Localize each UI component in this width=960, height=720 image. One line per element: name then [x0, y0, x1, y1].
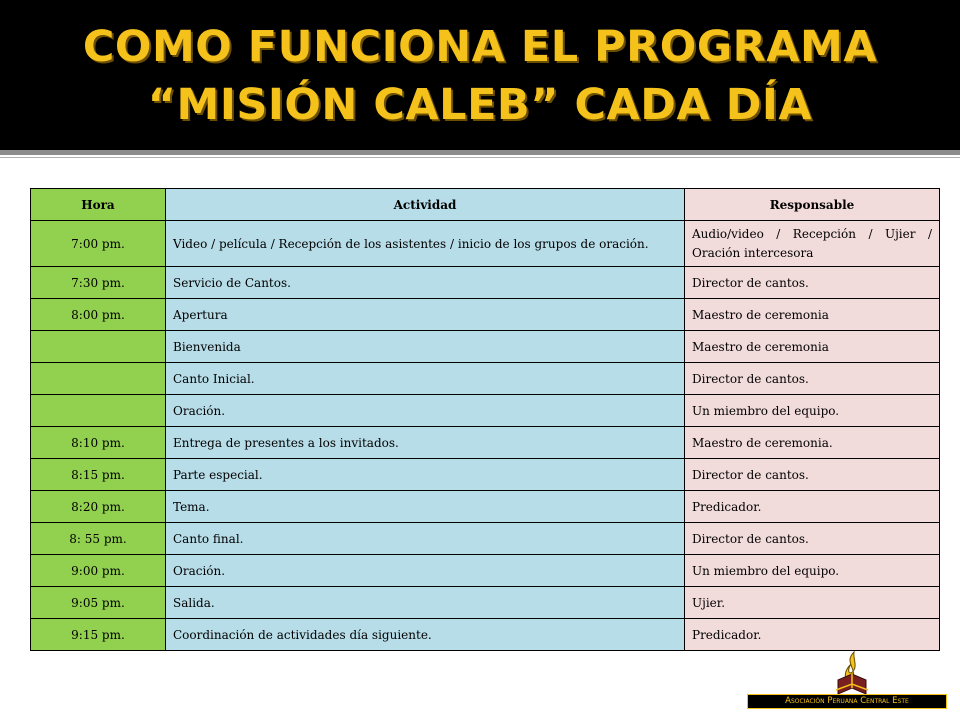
- cell-responsable: Predicador.: [685, 491, 940, 523]
- cell-actividad: Canto final.: [166, 523, 685, 555]
- cell-actividad: Bienvenida: [166, 331, 685, 363]
- table-row: [31, 331, 940, 363]
- header-actividad: Actividad: [166, 189, 685, 221]
- cell-actividad: Video / película / Recepción de los asistentes / inicio de los grupos de oración.: [166, 221, 685, 267]
- cell-responsable: Audio/video / Recepción / Ujier / Oración intercesora: [685, 221, 940, 267]
- schedule-table: [30, 188, 940, 651]
- adventist-flame-logo-icon: [832, 650, 872, 698]
- cell-hora: 7:00 pm.: [31, 221, 166, 267]
- cell-hora: 8:00 pm.: [31, 299, 166, 331]
- cell-actividad: Apertura: [166, 299, 685, 331]
- cell-hora: 9:00 pm.: [31, 555, 166, 587]
- table-row: [31, 221, 940, 267]
- table-row: [31, 619, 940, 651]
- cell-hora: [31, 331, 166, 363]
- cell-actividad: Canto Inicial.: [166, 363, 685, 395]
- cell-responsable: Maestro de ceremonia.: [685, 427, 940, 459]
- cell-actividad: Parte especial.: [166, 459, 685, 491]
- cell-hora: [31, 395, 166, 427]
- organization-label: Asociación Peruana Central Este: [747, 694, 947, 709]
- cell-actividad: Salida.: [166, 587, 685, 619]
- title-divider-thin: [0, 157, 960, 158]
- table-row: [31, 587, 940, 619]
- cell-actividad: Servicio de Cantos.: [166, 267, 685, 299]
- cell-responsable: Director de cantos.: [685, 523, 940, 555]
- cell-responsable: Un miembro del equipo.: [685, 395, 940, 427]
- cell-responsable: Maestro de ceremonia: [685, 299, 940, 331]
- table-row: [31, 427, 940, 459]
- cell-hora: 7:30 pm.: [31, 267, 166, 299]
- header-responsable: Responsable: [685, 189, 940, 221]
- cell-actividad: Tema.: [166, 491, 685, 523]
- table-row: [31, 299, 940, 331]
- cell-responsable: Director de cantos.: [685, 363, 940, 395]
- cell-hora: 8: 55 pm.: [31, 523, 166, 555]
- table-row: [31, 363, 940, 395]
- cell-responsable: Director de cantos.: [685, 267, 940, 299]
- cell-responsable: Ujier.: [685, 587, 940, 619]
- table-row: [31, 555, 940, 587]
- cell-actividad: Oración.: [166, 555, 685, 587]
- page-title-line-1: COMO FUNCIONA EL PROGRAMA: [82, 22, 878, 72]
- header-hora: Hora: [31, 189, 166, 221]
- table-row: [31, 395, 940, 427]
- table-row: [31, 523, 940, 555]
- title-divider: [0, 150, 960, 155]
- cell-hora: 8:10 pm.: [31, 427, 166, 459]
- cell-hora: 9:15 pm.: [31, 619, 166, 651]
- table-row: [31, 491, 940, 523]
- cell-actividad: Entrega de presentes a los invitados.: [166, 427, 685, 459]
- cell-hora: 8:20 pm.: [31, 491, 166, 523]
- cell-responsable: Director de cantos.: [685, 459, 940, 491]
- table-row: [31, 267, 940, 299]
- cell-actividad: Oración.: [166, 395, 685, 427]
- cell-hora: 8:15 pm.: [31, 459, 166, 491]
- cell-hora: [31, 363, 166, 395]
- cell-actividad: Coordinación de actividades día siguiente.: [166, 619, 685, 651]
- table-row: [31, 459, 940, 491]
- title-bar: [0, 0, 960, 150]
- cell-responsable: Predicador.: [685, 619, 940, 651]
- table-header-row: [31, 189, 940, 221]
- cell-responsable: Un miembro del equipo.: [685, 555, 940, 587]
- page-title-line-2: “MISIÓN CALEB” CADA DÍA: [147, 80, 813, 130]
- cell-hora: 9:05 pm.: [31, 587, 166, 619]
- cell-responsable: Maestro de ceremonia: [685, 331, 940, 363]
